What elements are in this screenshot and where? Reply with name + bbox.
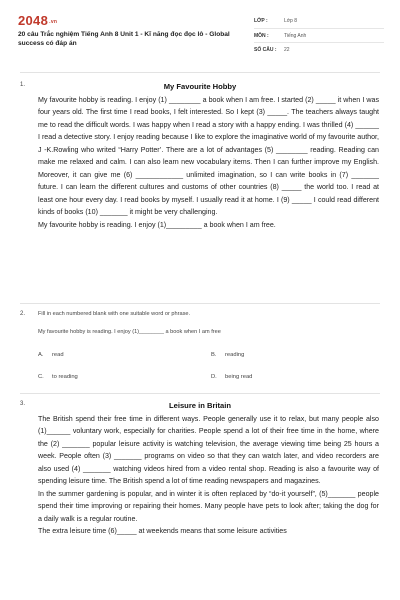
meta-key: SỐ CÂU : [254, 47, 277, 53]
passage-body [38, 413, 379, 600]
meta-row-count [254, 43, 384, 58]
question-number: 2. [20, 311, 26, 317]
passage-paragraph: The extra leisure time (6)_____ at weekends means that some leisure activities [38, 527, 287, 536]
meta-row-grade [254, 14, 384, 29]
meta-key: LỚP : [254, 18, 268, 24]
option-a[interactable] [38, 352, 64, 358]
meta-key: MÔN : [254, 32, 269, 39]
logo-suffix: .vn [49, 18, 58, 25]
passage-paragraph: The British spend their free time in different ways. People generally use it to relax, but many people also (1)______ voluntary work, especially for charities. People spend a lot of their free time in the home, where the (2) _______ popular leisure activity is watching television, the average viewing time being 25 hours a week. People often (3) _______ programs on video so that they can watch later, and video recorders are also used (4) _______ watching videos hired from a video rental shop. Reading is also a favourite way of spending leisure time. The British spend a lot of time reading newspapers and magazines. [38, 415, 379, 486]
passage-body [38, 94, 379, 231]
option-letter: D. [211, 374, 217, 380]
option-d[interactable] [211, 374, 252, 380]
logo-text: 2048 [18, 13, 49, 28]
option-text: read [52, 352, 64, 358]
passage-title: Leisure in Britain [168, 401, 232, 410]
site-logo[interactable] [18, 13, 57, 28]
passage-text: My favourite hobby is reading. I enjoy (1) ________ a book when I am free. I started (2) _____ it when I was four years old. The first time I read books, I felt interested. So I kept (3) _____. The teachers always taught me to read the difficult words. I was happy when I read a story with a happy ending. I was thrilled (4) ______ I read a detective story. I enjoy reading because I like to explore the imaginative world of my favourite author, J -K.Rowling who writed “Harry Potter’. There are a lot of advantages (5) ________ reading. Reading can make me relaxed and calm. I can also learn new vocabulary items. Then I can further improve my English. Moreover, it can give me (6) ____________ unlimited imagination, so I can write books in (7) _______ future. I can learn the different cultures and customs of other countries (8) _____ the world too. I read at least one hour every day. I read books by myself. I usually read it at home. I (9) _____ I could read different kinds of books (10) _______ it might be very challenging. [38, 96, 379, 217]
meta-row-subject [254, 29, 384, 44]
meta-value: Tiếng Anh [284, 32, 307, 39]
meta-value: 22 [284, 47, 290, 53]
option-b[interactable] [211, 352, 244, 358]
option-text: being read [225, 374, 253, 380]
divider [20, 393, 380, 394]
document-header [0, 0, 400, 62]
option-letter: C. [38, 374, 44, 380]
option-letter: A. [38, 352, 44, 358]
document-title: 20 câu Trắc nghiệm Tiếng Anh 8 Unit 1 - Kĩ năng đọc đọc lô - Global success có đáp án [18, 31, 230, 47]
question-sentence: My favourite hobby is reading. I enjoy (1)________ a book when I am free [38, 329, 221, 335]
option-c[interactable] [38, 374, 78, 380]
meta-value: Lớp 8 [284, 18, 298, 24]
divider [20, 72, 380, 73]
passage-paragraph: In the summer gardening is popular, and in winter it is often replaced by “do-it yourself”, (5)_______ people spend their time improving or repairing their homes. Many people have pets to look after; taking the dog for a daily walk is a regular routine. [38, 489, 379, 523]
passage-closing: My favourite hobby is reading. I enjoy (1)_________ a book when I am free. [38, 220, 276, 229]
option-letter: B. [211, 352, 217, 358]
option-text: to reading [52, 374, 78, 380]
question-number: 1. [20, 82, 26, 88]
meta-table [254, 14, 384, 58]
question-prompt: Fill in each numbered blank with one suitable word or phrase. [38, 311, 191, 317]
option-text: reading [225, 352, 245, 358]
question-number: 3. [20, 401, 26, 407]
divider [20, 303, 380, 304]
passage-title: My Favourite Hobby [163, 82, 237, 91]
